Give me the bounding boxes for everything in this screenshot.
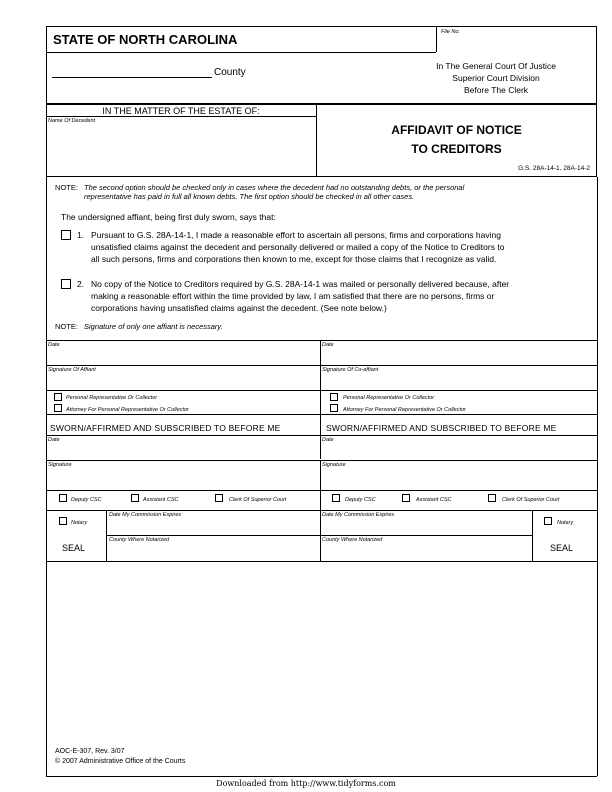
deputy-csc-label-right: Deputy CSC [345, 497, 376, 503]
sworn-sig-field-right[interactable] [322, 469, 594, 487]
option1-line-3: all such persons, firms and corporations then known to me, except for those claims that I recognize as valid. [91, 254, 497, 264]
court-line-3: Before The Clerk [463, 85, 529, 95]
attorney-label-left: Attorney For Personal Representative Or Collector [66, 407, 189, 413]
option2-number: 2. [77, 279, 85, 289]
option1-line-1: Pursuant to G.S. 28A-14-1, I made a reasonable effort to ascertain all persons, firms and corporations having [91, 230, 501, 240]
sig-affiant-field[interactable] [48, 374, 316, 388]
option1-checkbox[interactable] [61, 230, 71, 240]
clerk-label-right: Clerk Of Superior Court [502, 497, 560, 503]
sworn-sig-field-left[interactable] [48, 469, 316, 487]
date-field-right[interactable] [322, 349, 594, 363]
deputy-csc-checkbox-left[interactable] [59, 494, 67, 502]
clerk-checkbox-left[interactable] [215, 494, 223, 502]
commission-label-left: Date My Commission Expires [109, 512, 182, 518]
deputy-csc-label-left: Deputy CSC [71, 497, 102, 503]
date-field-left[interactable] [48, 349, 316, 363]
sig-coaffiant-label: Signature Of Co-affiant [322, 367, 379, 373]
download-link[interactable]: Downloaded from http://www.tidyforms.com [216, 779, 396, 788]
county-notarized-label-right: County Where Notarized [322, 537, 383, 543]
date-label-left: Date [48, 342, 60, 348]
sworn-sig-label-left: Signature [48, 462, 72, 468]
personal-rep-label-left: Personal Representative Or Collector [66, 395, 158, 401]
court-line-1: In The General Court Of Justice [436, 61, 556, 71]
option2-line-2: making a reasonable effort within the time provided by law, I am satisfied that there are no persons, firms or [91, 291, 495, 301]
notary-label-right: Notary [557, 520, 574, 526]
assistant-csc-checkbox-right[interactable] [402, 494, 410, 502]
deputy-csc-checkbox-right[interactable] [332, 494, 340, 502]
attorney-checkbox-left[interactable] [54, 404, 62, 412]
decedent-label: Name Of Decedent [48, 118, 96, 124]
notary-checkbox-right[interactable] [544, 517, 552, 525]
note1-line-2: representative has paid in full all known debts. The first option should be checked in all other cases. [84, 192, 415, 201]
sworn-heading-right: SWORN/AFFIRMED AND SUBSCRIBED TO BEFORE ME [326, 423, 557, 433]
state-title: STATE OF NORTH CAROLINA [53, 32, 238, 47]
commission-field-left[interactable] [109, 519, 317, 533]
commission-label-right: Date My Commission Expires [322, 512, 395, 518]
matter-label: IN THE MATTER OF THE ESTATE OF: [102, 106, 260, 116]
notary-checkbox-left[interactable] [59, 517, 67, 525]
seal-label-right: SEAL [550, 543, 574, 553]
seal-label-left: SEAL [62, 543, 86, 553]
sig-affiant-label: Signature Of Affiant [48, 367, 96, 373]
file-no-label: File No. [441, 29, 460, 35]
note1-line-1: The second option should be checked only in cases where the decedent had no outstanding debts, or the personal [84, 183, 465, 192]
county-notarized-field-left[interactable] [109, 544, 317, 558]
county-notarized-label-left: County Where Notarized [109, 537, 170, 543]
option2-line-1: No copy of the Notice to Creditors required by G.S. 28A-14-1 was mailed or personally delivered because, after [91, 279, 510, 289]
commission-field-right[interactable] [322, 519, 528, 533]
personal-rep-label-right: Personal Representative Or Collector [343, 395, 435, 401]
form-title-line-1: AFFIDAVIT OF NOTICE [391, 123, 522, 137]
sworn-date-label-right: Date [322, 437, 334, 443]
sworn-date-label-left: Date [48, 437, 60, 443]
date-label-right: Date [322, 342, 334, 348]
note2-text: Signature of only one affiant is necessary. [84, 322, 223, 331]
assistant-csc-label-left: Assistant CSC [143, 497, 179, 503]
copyright: © 2007 Administrative Office of the Courts [55, 758, 186, 765]
statute-ref: G.S. 28A-14-1, 28A-14-2 [518, 165, 590, 172]
note1-label: NOTE: [55, 183, 78, 192]
attorney-checkbox-right[interactable] [330, 404, 338, 412]
sig-coaffiant-field[interactable] [322, 374, 594, 388]
intro-text: The undersigned affiant, being first duly sworn, says that: [61, 212, 276, 222]
county-field[interactable] [52, 77, 212, 78]
sworn-heading-left: SWORN/AFFIRMED AND SUBSCRIBED TO BEFORE ME [50, 423, 281, 433]
note2-label: NOTE: [55, 322, 78, 331]
option2-line-3: corporations having unsatisfied claims against the decedent. (See note below.) [91, 303, 387, 313]
form-number: AOC-E-307, Rev. 3/07 [55, 748, 125, 755]
assistant-csc-label-right: Assistant CSC [416, 497, 452, 503]
county-label: County [214, 67, 246, 78]
option1-line-2: unsatisfied claims against the decedent and personally delivered or mailed a copy of the Notice to Creditors to [91, 242, 505, 252]
option2-checkbox[interactable] [61, 279, 71, 289]
sworn-date-field-left[interactable] [48, 444, 316, 458]
personal-rep-checkbox-right[interactable] [330, 393, 338, 401]
clerk-label-left: Clerk Of Superior Court [229, 497, 287, 503]
court-line-2: Superior Court Division [452, 73, 540, 83]
clerk-checkbox-right[interactable] [488, 494, 496, 502]
sworn-sig-label-right: Signature [322, 462, 346, 468]
sworn-date-field-right[interactable] [322, 444, 594, 458]
assistant-csc-checkbox-left[interactable] [131, 494, 139, 502]
option1-number: 1. [77, 230, 85, 240]
notary-label-left: Notary [71, 520, 88, 526]
county-notarized-field-right[interactable] [322, 544, 528, 558]
attorney-label-right: Attorney For Personal Representative Or Collector [343, 407, 466, 413]
decedent-name-field[interactable] [48, 126, 312, 174]
personal-rep-checkbox-left[interactable] [54, 393, 62, 401]
form-title-line-2: TO CREDITORS [411, 142, 502, 156]
